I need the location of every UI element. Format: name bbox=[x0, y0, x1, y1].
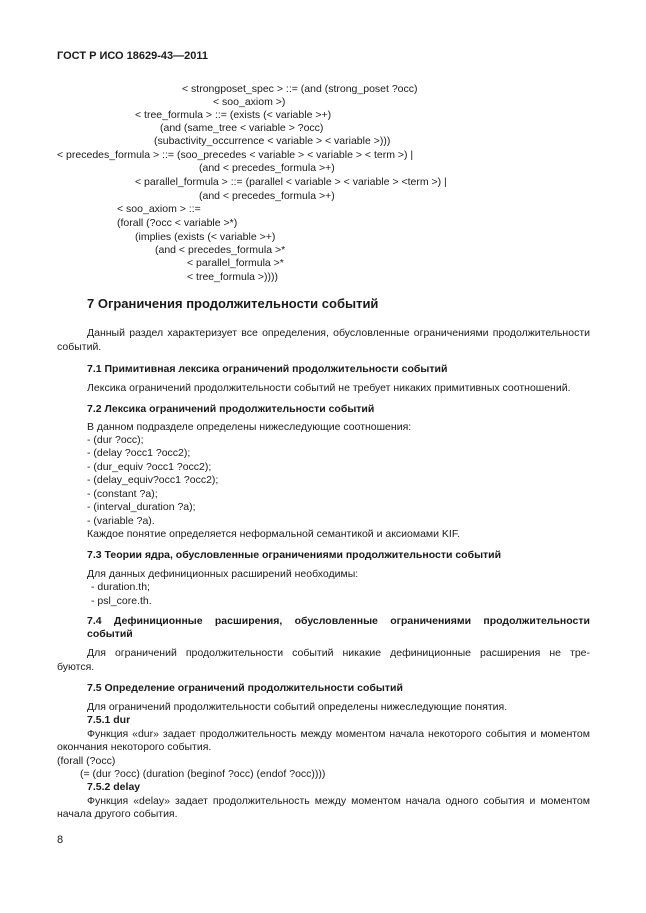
grammar-line: < tree_formula > ::= (exists (< variable >+) bbox=[135, 109, 332, 121]
grammar-line: < precedes_formula > ::= (soo_precedes < variable > < variable > < term >) | bbox=[57, 149, 414, 161]
list-item: - (variable ?a). bbox=[87, 515, 155, 527]
list-item: - psl_core.th. bbox=[91, 595, 152, 607]
list-item: - (constant ?a); bbox=[87, 488, 158, 500]
list-item: - (dur ?occ); bbox=[87, 434, 144, 446]
list-item: - (interval_duration ?a); bbox=[87, 501, 196, 513]
list-item: - (delay_equiv?occ1 ?occ2); bbox=[87, 474, 219, 486]
grammar-line: < parallel_formula >* bbox=[187, 257, 284, 269]
section-7-5-1-text-end: окончания некоторого события. bbox=[57, 741, 212, 753]
grammar-line: < soo_axiom > ::= bbox=[117, 203, 201, 215]
section-7-4-text-end: буются. bbox=[57, 661, 95, 673]
section-7-4-text: Для ограничений продолжительности событий никакие дефиниционные расширения не тре- bbox=[87, 647, 590, 659]
grammar-line: (subactivity_occurrence < variable > < variable >))) bbox=[154, 135, 391, 147]
section-7-5-2-title: 7.5.2 delay bbox=[87, 781, 141, 793]
page-number: 8 bbox=[57, 834, 64, 846]
section-7-5-2-text: Функция «delay» задает продолжительность между моментом начала одного события и моментом bbox=[87, 795, 590, 807]
section-7-5-1-text: Функция «dur» задает продолжительность между моментом начала некоторого события и моментом bbox=[87, 728, 590, 740]
grammar-line: < tree_formula >)))) bbox=[187, 271, 279, 283]
section-7-2-intro: В данном подразделе определены нижеследующие соотношения: bbox=[87, 421, 412, 433]
section-7-5-intro: Для ограничений продолжительности событий определены нижеследующие понятия. bbox=[87, 701, 508, 713]
list-item: - (dur_equiv ?occ1 ?occ2); bbox=[87, 461, 212, 473]
grammar-line: (and (same_tree < variable > ?occ) bbox=[160, 122, 324, 134]
section-7-intro: Данный раздел характеризует все определения, обусловленные ограничениями продолжительности bbox=[87, 327, 590, 339]
section-7-1-text: Лексика ограничений продолжительности событий не требует никаких примитивных соотношений. bbox=[87, 382, 571, 394]
grammar-line: < parallel_formula > ::= (parallel < variable > < variable > <term >) | bbox=[135, 176, 447, 188]
section-7-5-title: 7.5 Определение ограничений продолжительности событий bbox=[87, 682, 403, 694]
section-7-3-title: 7.3 Теории ядра, обусловленные ограничениями продолжительности событий bbox=[87, 549, 502, 561]
grammar-line: (forall (?occ < variable >*) bbox=[117, 217, 238, 229]
document-header: ГОСТ Р ИСО 18629-43—2011 bbox=[57, 50, 209, 62]
grammar-line: (and < precedes_formula >+) bbox=[199, 190, 335, 202]
grammar-line: (implies (exists (< variable >+) bbox=[135, 231, 276, 243]
section-7-intro-end: событий. bbox=[57, 341, 102, 353]
section-7-5-1-title: 7.5.1 dur bbox=[87, 714, 131, 726]
grammar-line: (and < precedes_formula >+) bbox=[199, 162, 335, 174]
grammar-line: < soo_axiom >) bbox=[213, 96, 286, 108]
list-item: - duration.th; bbox=[91, 581, 150, 593]
section-7-3-intro: Для данных дефиниционных расширений необходимы: bbox=[87, 568, 359, 580]
section-7-2-title: 7.2 Лексика ограничений продолжительности событий bbox=[87, 403, 375, 415]
grammar-line: < strongposet_spec > ::= (and (strong_poset ?occ) bbox=[182, 83, 418, 95]
section-7-5-2-text-end: начала другого события. bbox=[57, 808, 178, 820]
grammar-line: (and < precedes_formula >* bbox=[155, 244, 286, 256]
code-line: (forall (?occ) bbox=[57, 755, 116, 767]
code-line: (= (dur ?occ) (duration (beginof ?occ) (endof ?occ)))) bbox=[80, 768, 326, 780]
section-7-2-outro: Каждое понятие определяется неформальной семантикой и аксиомами KIF. bbox=[87, 528, 461, 540]
section-7-title: 7 Ограничения продолжительности событий bbox=[87, 296, 379, 311]
section-7-4-title: 7.4 Дефиниционные расширения, обусловленные ограничениями продолжительности bbox=[87, 615, 590, 627]
section-7-1-title: 7.1 Примитивная лексика ограничений продолжительности событий bbox=[87, 363, 448, 375]
list-item: - (delay ?occ1 ?occ2); bbox=[87, 447, 191, 459]
section-7-4-title-end: событий bbox=[87, 628, 133, 640]
